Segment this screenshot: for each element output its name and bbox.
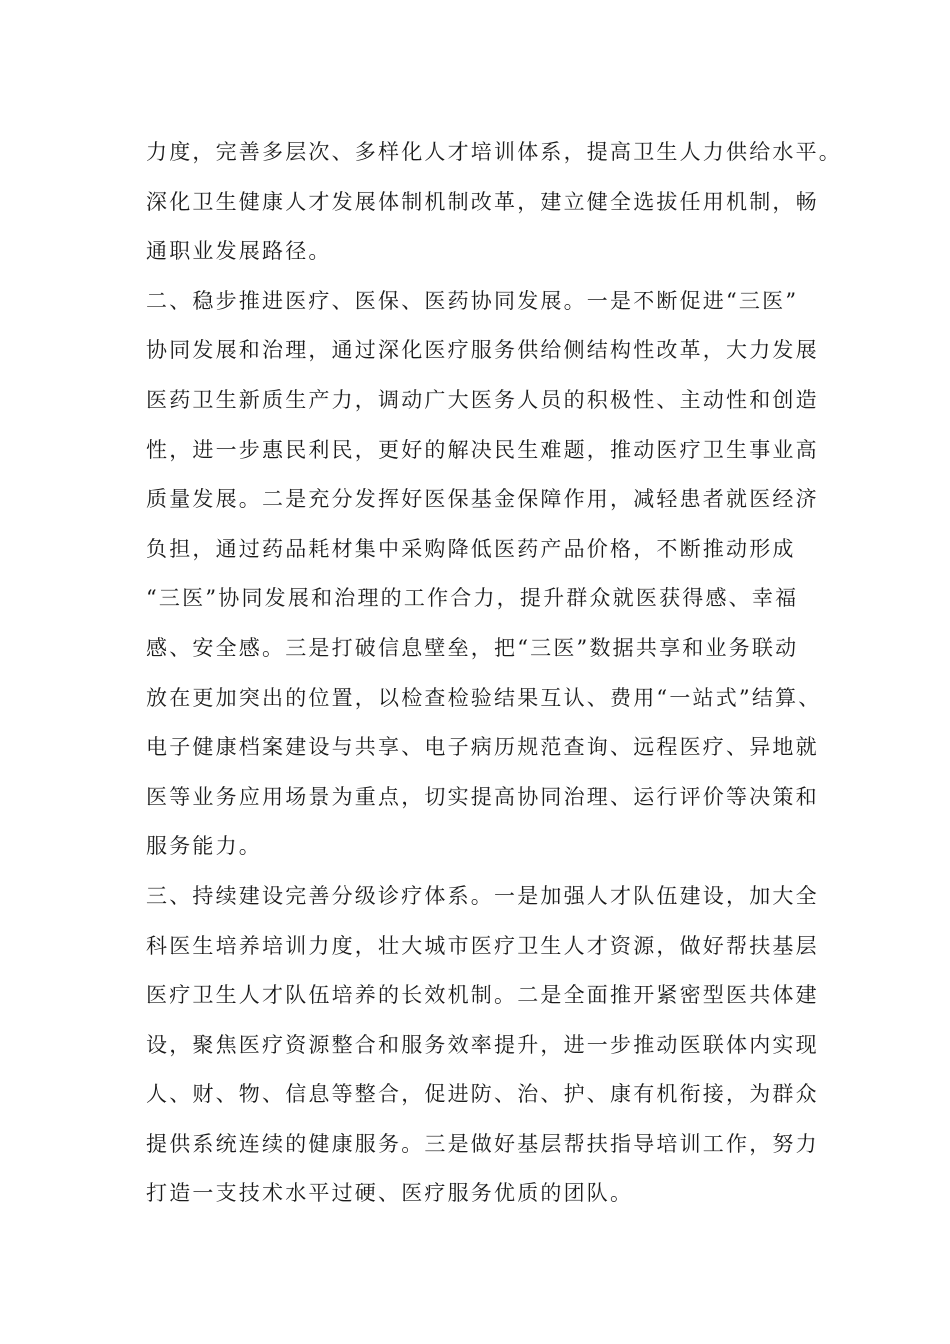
text-line: 科医生培养培训力度，壮大城市医疗卫生人才资源，做好帮扶基层 bbox=[146, 933, 819, 958]
text-line: 医等业务应用场景为重点，切实提高协同治理、运行评价等决策和 bbox=[146, 784, 819, 809]
text-line: “三医”协同发展和治理的工作合力，提升群众就医获得感、幸福 bbox=[146, 586, 799, 611]
text-line: 协同发展和治理，通过深化医疗服务供给侧结构性改革，大力发展 bbox=[146, 338, 819, 363]
text-line: 通职业发展路径。 bbox=[146, 239, 332, 264]
text-line: 力度，完善多层次、多样化人才培训体系，提高卫生人力供给水平。 bbox=[146, 140, 842, 164]
text-line: 设，聚焦医疗资源整合和服务效率提升，进一步推动医联体内实现 bbox=[146, 1032, 819, 1057]
text-line: 三、持续建设完善分级诊疗体系。一是加强人才队伍建设，加大全 bbox=[146, 883, 819, 908]
text-line: 二、稳步推进医疗、医保、医药协同发展。一是不断促进“三医” bbox=[146, 288, 799, 313]
text-line: 医药卫生新质生产力，调动广大医务人员的积极性、主动性和创造 bbox=[146, 387, 819, 412]
text-line: 深化卫生健康人才发展体制机制改革，建立健全选拔任用机制，畅 bbox=[146, 189, 819, 214]
text-line: 感、安全感。三是打破信息壁垒，把“三医”数据共享和业务联动 bbox=[146, 635, 799, 660]
text-line: 打造一支技术水平过硬、医疗服务优质的团队。 bbox=[146, 1181, 634, 1206]
text-line: 服务能力。 bbox=[146, 834, 262, 859]
document-body bbox=[146, 128, 842, 1219]
text-line: 质量发展。二是充分发挥好医保基金保障作用，减轻患者就医经济 bbox=[146, 487, 819, 512]
text-line: 性，进一步惠民利民，更好的解决民生难题，推动医疗卫生事业高 bbox=[146, 437, 819, 462]
text-line: 人、财、物、信息等整合，促进防、治、护、康有机衔接，为群众 bbox=[146, 1082, 819, 1107]
text-line: 电子健康档案建设与共享、电子病历规范查询、远程医疗、异地就 bbox=[146, 735, 819, 760]
text-line: 负担，通过药品耗材集中采购降低医药产品价格，不断推动形成 bbox=[146, 536, 796, 561]
text-line: 放在更加突出的位置，以检查检验结果互认、费用“一站式”结算、 bbox=[146, 685, 822, 710]
text-line: 医疗卫生人才队伍培养的长效机制。二是全面推开紧密型医共体建 bbox=[146, 983, 819, 1008]
text-line: 提供系统连续的健康服务。三是做好基层帮扶指导培训工作，努力 bbox=[146, 1131, 819, 1156]
